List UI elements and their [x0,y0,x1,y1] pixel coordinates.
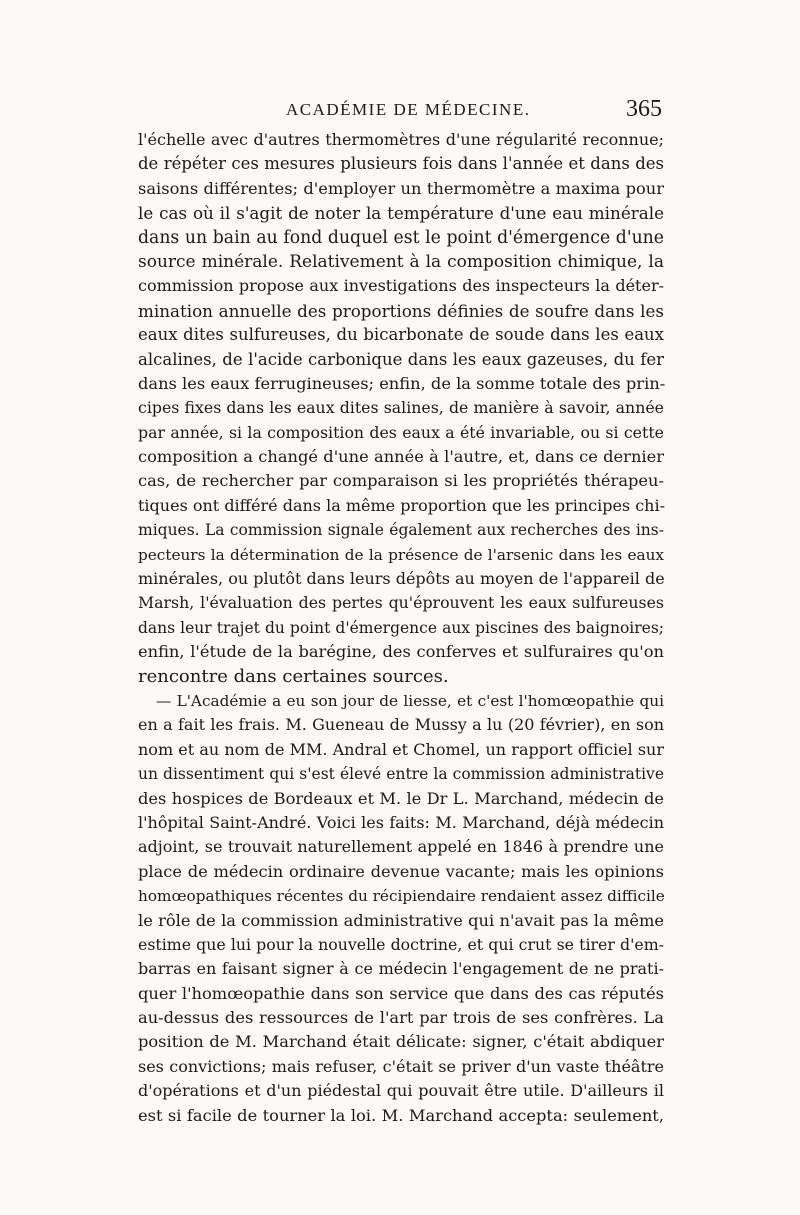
text-line: saisons différentes; d'employer un thermomètre a maxima pour [138,178,664,198]
text-line: au-dessus des ressources de l'art par trois de ses confrères. La [138,1008,664,1028]
text-line: mination annuelle des proportions définies de soufre dans les [138,300,664,321]
text-line: nom et au nom de MM. Andral et Chomel, un rapport officiel sur [138,739,664,759]
text-line: cipes fixes dans les eaux dites salines, de manière à savoir, année [138,398,664,418]
text-line: commission propose aux investigations des inspecteurs la déter- [138,276,664,296]
text-line: tiques ont différé dans la même proportion que les principes chi- [138,495,665,515]
text-line: eaux dites sulfureuses, du bicarbonate de soude dans les eaux [138,325,664,345]
text-line: position de M. Marchand était délicate: signer, c'était abdiquer [138,1032,664,1052]
text-line: ses convictions; mais refuser, c'était se priver d'un vaste théâtre [138,1056,664,1076]
text-line: d'opérations et d'un piédestal qui pouvait être utile. D'ailleurs il [138,1081,664,1101]
text-line: alcalines, de l'acide carbonique dans les eaux gazeuses, du fer [138,349,664,369]
text-line: source minérale. Relativement à la composition chimique, la [138,251,664,272]
text-line: dans un bain au fond duquel est le point d'émergence d'une [138,227,664,248]
text-line: l'échelle avec d'autres thermomètres d'une régularité reconnue; [138,130,664,149]
text-line: place de médecin ordinaire devenue vacante; mais les opinions [138,861,664,881]
text-line: minérales, ou plutôt dans leurs dépôts au moyen de l'appareil de [138,569,665,589]
text-line: l'hôpital Saint-André. Voici les faits: M. Marchand, déjà médecin [138,812,664,832]
text-line: dans leur trajet du point d'émergence aux piscines des baignoires; [138,618,664,637]
text-line: barras en faisant signer à ce médecin l'engagement de ne prati- [138,959,664,979]
text-line: rencontre dans certaines sources. [138,665,449,687]
text-line: Marsh, l'évaluation des pertes qu'éprouvent les eaux sulfureuses [138,593,664,613]
text-line: en a fait les frais. M. Gueneau de Mussy a lu (20 février), en son [138,715,664,735]
text-line: le rôle de la commission administrative qui n'avait pas la même [138,910,664,930]
text-line: homœopathiques récentes du récipiendaire rendaient assez difficile [138,887,665,906]
text-line: enfin, l'étude de la barégine, des conferves et sulfuraires qu'on [138,642,664,662]
running-head [138,96,662,126]
text-line: dans les eaux ferrugineuses; enfin, de la somme totale des prin- [138,373,666,393]
text-line: miques. La commission signale également aux recherches des ins- [138,521,664,540]
text-line: est si facile de tourner la loi. M. Marchand accepta: seulement, [138,1105,664,1125]
text-line: adjoint, se trouvait naturellement appelé en 1846 à prendre une [138,837,664,857]
body-text [138,128,664,1128]
text-line: quer l'homœopathie dans son service que dans des cas réputés [138,983,664,1003]
text-line: par année, si la composition des eaux a été invariable, ou si cette [138,422,664,442]
text-line: cas, de rechercher par comparaison si les propriétés thérapeu- [138,471,664,491]
text-line: estime que lui pour la nouvelle doctrine, et qui crut se tirer d'em- [138,934,664,954]
text-line: des hospices de Bordeaux et M. le Dr L. Marchand, médecin de [138,788,664,808]
page-number: 365 [626,96,662,122]
text-line: un dissentiment qui s'est élevé entre la commission administrative [138,765,664,784]
text-line: de répéter ces mesures plusieurs fois dans l'année et dans des [138,154,664,174]
running-title: ACADÉMIE DE MÉDECINE. [286,100,531,119]
text-line: composition a changé d'une année à l'autre, et, dans ce dernier [138,447,664,467]
text-line: pecteurs la détermination de la présence de l'arsenic dans les eaux [138,545,664,564]
text-line: le cas où il s'agit de noter la température d'une eau minérale [138,203,664,224]
text-line: — L'Académie a eu son jour de liesse, et c'est l'homœopathie qui [156,691,664,710]
